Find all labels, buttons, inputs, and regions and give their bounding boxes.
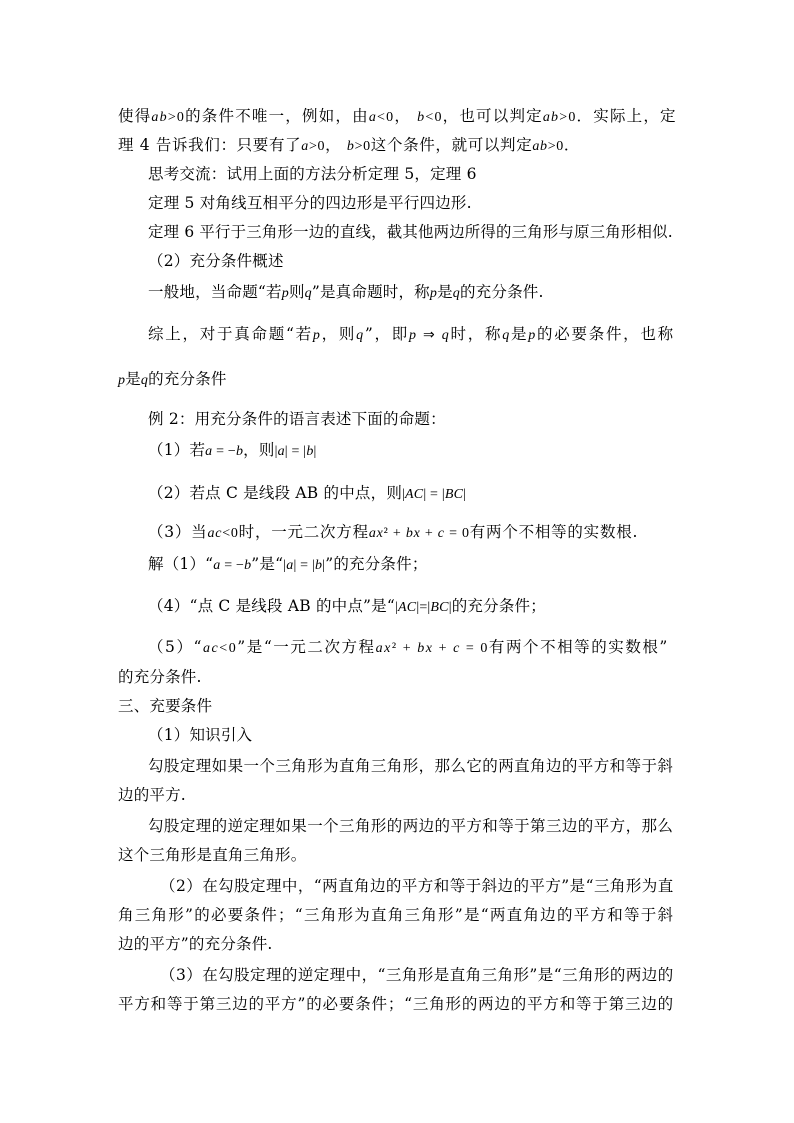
text-run: 的必要条件，也称 bbox=[536, 325, 675, 343]
math-symbol: | bbox=[313, 444, 317, 459]
math-symbol: = 0 bbox=[460, 641, 489, 656]
math-symbol: | bbox=[463, 487, 467, 502]
text-run: 是 bbox=[125, 370, 141, 388]
text-run: 勾股定理如果一个三角形为直角三角形，那么它的两直角边的平方和等于斜 bbox=[148, 757, 674, 775]
text-run: ”是“ bbox=[251, 555, 284, 573]
math-symbol: | bbox=[448, 600, 452, 615]
text-run: 定理 6 平行于三角形一边的直线，截其他两边所得的三角形与原三角形相似. bbox=[148, 223, 673, 241]
text-run: （2）在勾股定理中，“两直角边的平方和等于斜边的平方”是“三角形为直 bbox=[160, 877, 674, 895]
text-run: 一般地，当命题“若 bbox=[148, 283, 282, 301]
text-line bbox=[118, 106, 677, 128]
math-variable: p bbox=[528, 328, 537, 343]
text-run: 时，称 bbox=[450, 325, 503, 343]
math-variable: ab bbox=[151, 110, 168, 125]
text-run: 平方和等于第三边的平方”的必要条件；“三角形的两边的平方和等于第三边的 bbox=[118, 995, 674, 1013]
math-variable: p bbox=[118, 373, 126, 388]
text-run: （2）充分条件概述 bbox=[148, 252, 284, 270]
text-run: （4）“点 C 是线段 AB 的中点”是“ bbox=[148, 597, 395, 615]
text-line bbox=[148, 251, 284, 271]
text-run: ，也可以判定 bbox=[442, 107, 543, 125]
text-line bbox=[118, 994, 674, 1014]
text-run: （5）“ bbox=[148, 638, 203, 656]
text-line bbox=[148, 164, 477, 184]
math-variable: a bbox=[277, 444, 285, 459]
text-line bbox=[160, 965, 674, 985]
math-symbol: >0 bbox=[308, 139, 326, 154]
math-symbol: | bbox=[283, 558, 287, 573]
text-run: 使得 bbox=[118, 107, 152, 125]
text-run: 的条件不唯一，例如，由 bbox=[185, 107, 369, 125]
math-symbol: <0 bbox=[377, 110, 395, 125]
math-symbol: ² + bbox=[383, 526, 406, 541]
text-line bbox=[148, 409, 446, 429]
text-run: 边的平方”的充分条件. bbox=[118, 935, 273, 953]
text-line bbox=[118, 785, 186, 805]
math-variable: q bbox=[452, 286, 460, 301]
text-line bbox=[118, 667, 202, 687]
text-run: ， bbox=[325, 136, 347, 154]
text-run: 是 bbox=[437, 283, 453, 301]
math-variable: ax bbox=[375, 641, 392, 656]
text-line bbox=[148, 522, 638, 544]
math-variable: bx bbox=[417, 641, 434, 656]
text-line bbox=[118, 369, 227, 391]
text-line bbox=[148, 596, 546, 618]
math-symbol: + bbox=[420, 526, 438, 541]
text-line bbox=[148, 282, 544, 304]
text-run: ”是“一元二次方程 bbox=[237, 638, 376, 656]
math-variable: ab bbox=[532, 139, 548, 154]
math-variable: a bbox=[205, 444, 213, 459]
math-variable: c bbox=[437, 526, 445, 541]
math-variable: q bbox=[140, 373, 149, 388]
math-variable: b bbox=[235, 444, 244, 459]
math-symbol: | bbox=[322, 558, 326, 573]
math-variable: BC bbox=[430, 600, 449, 615]
text-line bbox=[148, 222, 673, 242]
math-variable: ab bbox=[542, 110, 560, 125]
math-variable: ac bbox=[207, 526, 223, 541]
text-run: 这个条件，就可以判定 bbox=[370, 136, 533, 154]
math-symbol: <0 bbox=[425, 110, 443, 125]
text-line bbox=[148, 637, 669, 659]
text-run: ”是真命题时，称 bbox=[311, 283, 430, 301]
text-run: ．实际上，定 bbox=[576, 107, 677, 125]
text-run: 定理 5 对角线互相平分的四边形是平行四边形. bbox=[148, 194, 472, 212]
text-run: 这个三角形是直角三角形。 bbox=[118, 846, 307, 864]
text-run: ，则 bbox=[321, 325, 357, 343]
text-line bbox=[118, 845, 306, 865]
math-variable: c bbox=[453, 641, 461, 656]
math-symbol: >0 bbox=[559, 110, 577, 125]
math-symbol: | bbox=[395, 600, 399, 615]
text-run: 的充分条件 bbox=[148, 370, 227, 388]
math-symbol: >0 bbox=[354, 139, 371, 154]
text-run: 有两个不相等的实数根” bbox=[488, 638, 669, 656]
text-run: 综上，对于真命题“若 bbox=[148, 325, 313, 343]
math-variable: b bbox=[417, 110, 426, 125]
math-variable: BC bbox=[444, 487, 464, 502]
text-line bbox=[148, 816, 673, 836]
math-variable: b bbox=[314, 558, 323, 573]
math-variable: p bbox=[429, 286, 438, 301]
text-run: 边的平方. bbox=[118, 786, 186, 804]
math-symbol: + bbox=[433, 641, 454, 656]
text-run: （3）当 bbox=[148, 523, 208, 541]
math-variable: q bbox=[441, 328, 451, 343]
text-run: 是 bbox=[510, 325, 529, 343]
math-symbol: >0 bbox=[547, 139, 564, 154]
text-line bbox=[118, 696, 212, 716]
text-run: 的充分条件. bbox=[118, 668, 202, 686]
text-run: 思考交流：试用上面的方法分析定理 5，定理 6 bbox=[148, 165, 477, 183]
text-run: （1）若 bbox=[148, 441, 206, 459]
text-line bbox=[148, 554, 428, 576]
text-run: ，则 bbox=[243, 441, 275, 459]
text-run: 的充分条件. bbox=[459, 283, 544, 301]
text-run: ． bbox=[563, 136, 581, 154]
text-run: ”，即 bbox=[364, 325, 410, 343]
text-run: 时，一元二次方程 bbox=[238, 523, 369, 541]
text-line bbox=[148, 324, 675, 346]
text-line bbox=[118, 135, 580, 157]
text-run: （3）在勾股定理的逆定理中，“三角形是直角三角形”是“三角形的两边的 bbox=[160, 966, 674, 984]
math-variable: p bbox=[312, 328, 322, 343]
text-run: ”的充分条件； bbox=[325, 555, 428, 573]
math-symbol: >0 bbox=[167, 110, 186, 125]
math-variable: p bbox=[409, 328, 418, 343]
text-line bbox=[148, 440, 317, 462]
text-run: 的充分条件； bbox=[451, 597, 546, 615]
math-variable: ac bbox=[202, 641, 220, 656]
text-run: 三、充要条件 bbox=[118, 697, 213, 715]
text-line bbox=[118, 905, 674, 925]
math-symbol: ⇒ bbox=[417, 328, 442, 343]
math-symbol: <0 bbox=[222, 526, 239, 541]
math-symbol: | bbox=[402, 487, 406, 502]
math-variable: b bbox=[346, 139, 355, 154]
text-line bbox=[160, 876, 674, 896]
math-symbol: = − bbox=[212, 444, 236, 459]
text-run: 解（1）“ bbox=[148, 555, 214, 573]
text-run: 勾股定理的逆定理如果一个三角形的两边的平方和等于第三边的平方，那么 bbox=[148, 817, 674, 835]
text-line bbox=[148, 725, 252, 745]
math-symbol: | bbox=[274, 444, 278, 459]
math-variable: a bbox=[286, 558, 294, 573]
math-variable: p bbox=[281, 286, 289, 301]
math-variable: bx bbox=[405, 526, 421, 541]
math-variable: a bbox=[368, 110, 378, 125]
text-run: 例 2：用充分条件的语言表述下面的命题： bbox=[148, 410, 446, 428]
math-variable: b bbox=[306, 444, 314, 459]
text-line bbox=[118, 934, 273, 954]
math-variable: q bbox=[356, 328, 365, 343]
math-symbol: | = | bbox=[284, 444, 307, 459]
math-symbol: | = | bbox=[423, 487, 445, 502]
math-variable: ax bbox=[368, 526, 384, 541]
math-symbol: <0 bbox=[219, 641, 238, 656]
math-variable: AC bbox=[398, 600, 417, 615]
text-line bbox=[148, 756, 673, 776]
text-run: 角三角形”的必要条件；“三角形为直角三角形”是“两直角边的平方和等于斜 bbox=[118, 906, 675, 924]
math-variable: b bbox=[244, 558, 252, 573]
text-line bbox=[148, 483, 466, 505]
text-run: 则 bbox=[288, 283, 305, 301]
text-run: 有两个不相等的实数根. bbox=[469, 523, 639, 541]
math-variable: q bbox=[502, 328, 511, 343]
text-run: （1）知识引入 bbox=[148, 726, 253, 744]
math-variable: a bbox=[213, 558, 221, 573]
math-variable: a bbox=[301, 139, 309, 154]
math-variable: AC bbox=[405, 487, 424, 502]
math-symbol: ² + bbox=[391, 641, 418, 656]
math-symbol: = 0 bbox=[444, 526, 470, 541]
math-variable: q bbox=[304, 286, 312, 301]
text-run: 理 4 告诉我们：只要有了 bbox=[118, 136, 302, 154]
math-symbol: |=| bbox=[416, 600, 431, 615]
math-symbol: = − bbox=[220, 558, 245, 573]
text-run: ， bbox=[394, 107, 418, 125]
text-run: （2）若点 C 是线段 AB 的中点，则 bbox=[148, 484, 403, 502]
text-line bbox=[148, 193, 472, 213]
math-symbol: | = | bbox=[293, 558, 315, 573]
